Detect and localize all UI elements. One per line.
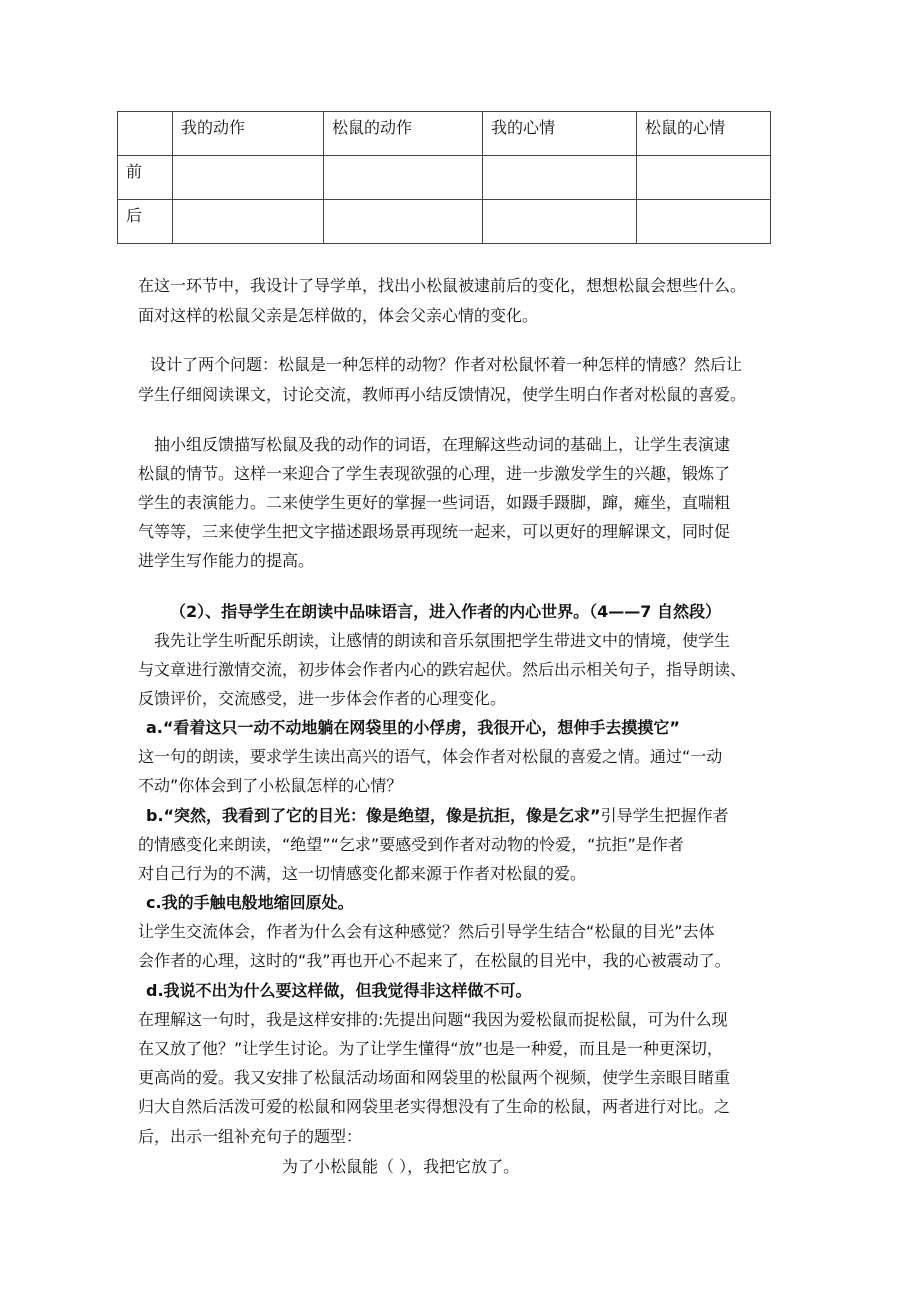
section-heading: （2）、指导学生在朗读中品味语言，进入作者的内心世界。（4——7 自然段）	[170, 602, 721, 621]
table-row	[118, 156, 771, 200]
paragraph-line: 反馈评价，交流感受，进一步体会作者的心理变化。	[138, 689, 507, 708]
paragraph-line: 后，出示一组补充句子的题型：	[138, 1127, 363, 1146]
table-row	[118, 200, 771, 244]
paragraph-line: 更高尚的爱。我又安排了松鼠活动场面和网袋里的松鼠两个视频，使学生亲眼目睹重	[138, 1068, 731, 1087]
paragraph-line: 在这一环节中，我设计了导学单，找出小松鼠被逮前后的变化，想想松鼠会想些什么。	[138, 276, 747, 295]
table-cell: 后	[118, 200, 173, 244]
paragraph-line: 我先让学生听配乐朗读，让感情的朗读和音乐氛围把学生带进文中的情境，使学生	[154, 631, 731, 650]
table-cell	[173, 156, 324, 200]
quote-b-line	[146, 805, 729, 827]
paragraph-line: 学生的表演能力。二来使学生更好的掌握一些词语，如蹑手蹑脚，蹿，瘫坐，直喘粗	[138, 493, 731, 512]
quote-d-title: d.我说不出为什么要这样做，但我觉得非这样做不可。	[146, 981, 532, 1000]
table-header-cell: 我的动作	[173, 112, 324, 156]
table-cell: 前	[118, 156, 173, 200]
table-cell	[324, 200, 483, 244]
paragraph-line: 归大自然后活泼可爱的松鼠和网袋里老实得想没有了生命的松鼠，两者进行对比。之	[138, 1097, 731, 1116]
paragraph-line: 不动”你体会到了小松鼠怎样的心情？	[138, 776, 403, 795]
quote-b-tail: 引导学生把握作者	[600, 806, 729, 825]
table-header-cell	[118, 112, 173, 156]
table-cell	[637, 200, 771, 244]
quote-a-title: a.“看着这只一动不动地躺在网袋里的小俘虏，我很开心，想伸手去摸摸它”	[146, 718, 680, 737]
paragraph-line: 气等等，三来使学生把文字描述跟场景再现统一起来，可以更好的理解课文，同时促	[138, 522, 731, 541]
quote-b-title: b.“突然，我看到了它的目光：像是绝望，像是抗拒，像是乞求”	[146, 806, 601, 825]
paragraph-line: 设计了两个问题：松鼠是一种怎样的动物？作者对松鼠怀着一种怎样的情感？然后让	[150, 355, 743, 374]
paragraph-line: 面对这样的松鼠父亲是怎样做的，体会父亲心情的变化。	[138, 306, 539, 325]
paragraph-line: 对自己行为的不满，这一切情感变化都来源于作者对松鼠的爱。	[138, 864, 587, 883]
paragraph-line: 的情感变化来朗读，“绝望”“乞求”要感受到作者对动物的怜爱，“抗拒”是作者	[138, 835, 684, 854]
table-cell	[483, 200, 637, 244]
table-cell	[637, 156, 771, 200]
table-header-cell: 我的心情	[483, 112, 637, 156]
quote-c-title: c.我的手触电般地缩回原处。	[146, 893, 354, 912]
paragraph-line: 这一句的朗读，要求学生读出高兴的语气，体会作者对松鼠的喜爱之情。通过“一动	[138, 747, 723, 766]
paragraph-line: 在又放了他？”让学生讨论。为了让学生懂得“放”也是一种爱，而且是一种更深切，	[138, 1039, 723, 1058]
paragraph-line: 与文章进行激情交流，初步体会作者内心的跌宕起伏。然后出示相关句子，指导朗读、	[138, 660, 747, 679]
table-cell	[483, 156, 637, 200]
paragraph-line: 让学生交流体会，作者为什么会有这种感觉？然后引导学生结合“松鼠的目光”去体	[138, 922, 715, 941]
paragraph-line: 在理解这一句时，我是这样安排的:先提出问题“我因为爱松鼠而捉松鼠，可为什么现	[138, 1010, 728, 1029]
paragraph-line: 进学生写作能力的提高。	[138, 551, 315, 570]
paragraph-line: 学生仔细阅读课文，讨论交流，教师再小结反馈情况，使学生明白作者对松鼠的喜爱。	[138, 385, 747, 404]
table-header-row	[118, 112, 771, 156]
table-cell	[173, 200, 324, 244]
paragraph-line: 会作者的心理，这时的“我”再也开心不起来了，在松鼠的目光中，我的心被震动了。	[138, 951, 731, 970]
paragraph-line: 抽小组反馈描写松鼠及我的动作的词语，在理解这些动词的基础上，让学生表演逮	[154, 435, 731, 454]
comparison-table	[117, 111, 771, 244]
fill-in-sentence: 为了小松鼠能（ ），我把它放了。	[282, 1157, 520, 1176]
table-cell	[324, 156, 483, 200]
table-header-cell: 松鼠的动作	[324, 112, 483, 156]
table-header-cell: 松鼠的心情	[637, 112, 771, 156]
paragraph-line: 松鼠的情节。这样一来迎合了学生表现欲强的心理，进一步激发学生的兴趣，锻炼了	[138, 464, 731, 483]
